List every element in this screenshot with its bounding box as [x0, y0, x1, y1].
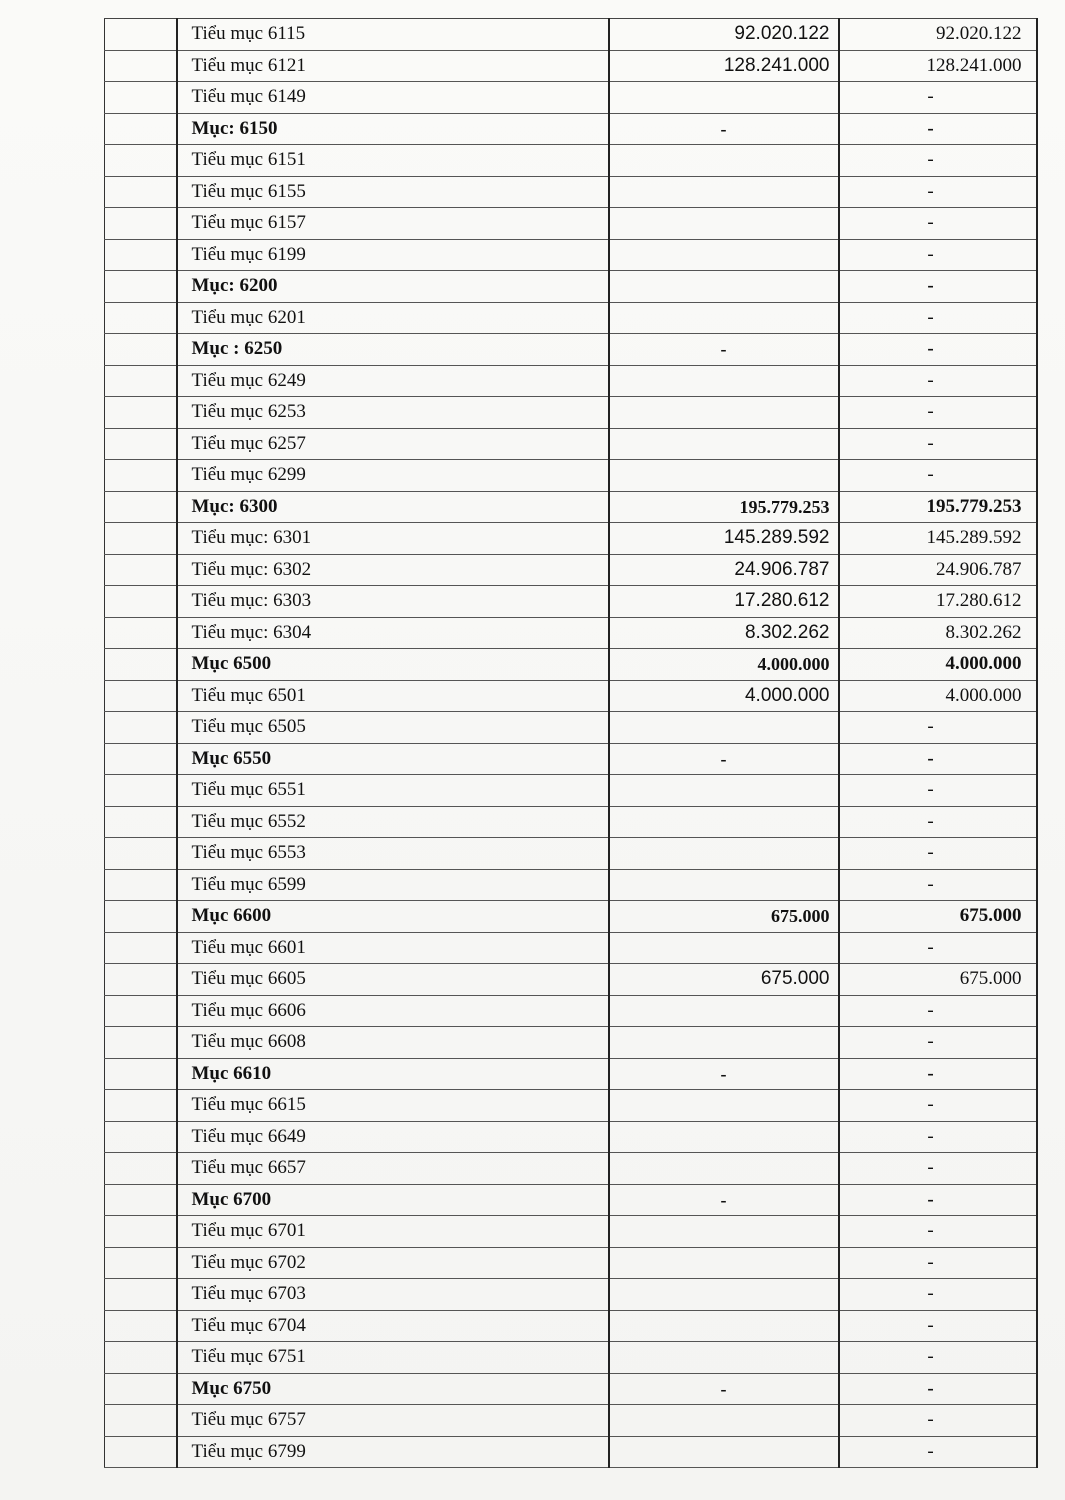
amount-cell-2: - — [839, 397, 1037, 429]
item-name-cell: Tiểu mục 6552 — [177, 806, 609, 838]
index-cell — [105, 964, 177, 996]
amount-cell-2: - — [839, 1058, 1037, 1090]
index-cell — [105, 1027, 177, 1059]
table-row — [105, 1247, 1037, 1279]
item-name-cell: Tiểu mục: 6303 — [177, 586, 609, 618]
amount-cell-1 — [609, 932, 839, 964]
section-row — [105, 491, 1037, 523]
table-row — [105, 1090, 1037, 1122]
item-name-cell: Tiểu mục 6157 — [177, 208, 609, 240]
item-name-cell: Tiểu mục 6121 — [177, 50, 609, 82]
item-name-cell: Mục 6600 — [177, 901, 609, 933]
amount-cell-2: 4.000.000 — [839, 680, 1037, 712]
budget-table-body — [105, 19, 1037, 1468]
index-cell — [105, 1279, 177, 1311]
table-row — [105, 1153, 1037, 1185]
item-name-cell: Mục 6550 — [177, 743, 609, 775]
index-cell — [105, 176, 177, 208]
item-name-cell: Mục : 6250 — [177, 334, 609, 366]
table-row — [105, 1279, 1037, 1311]
amount-cell-1: 675.000 — [609, 964, 839, 996]
amount-cell-1: 675.000 — [609, 901, 839, 933]
section-row — [105, 1184, 1037, 1216]
item-name-cell: Tiểu mục 6703 — [177, 1279, 609, 1311]
index-cell — [105, 838, 177, 870]
amount-cell-2: 17.280.612 — [839, 586, 1037, 618]
amount-cell-2: 92.020.122 — [839, 19, 1037, 51]
index-cell — [105, 901, 177, 933]
amount-cell-2: - — [839, 1153, 1037, 1185]
index-cell — [105, 208, 177, 240]
section-row — [105, 113, 1037, 145]
amount-cell-1 — [609, 1342, 839, 1374]
amount-cell-1: 24.906.787 — [609, 554, 839, 586]
index-cell — [105, 932, 177, 964]
amount-cell-1 — [609, 1027, 839, 1059]
item-name-cell: Mục: 6200 — [177, 271, 609, 303]
amount-cell-1 — [609, 1436, 839, 1468]
amount-cell-2: 24.906.787 — [839, 554, 1037, 586]
amount-cell-2: - — [839, 208, 1037, 240]
table-row — [105, 460, 1037, 492]
table-row — [105, 1405, 1037, 1437]
amount-cell-1 — [609, 428, 839, 460]
amount-cell-2: - — [839, 1184, 1037, 1216]
amount-cell-1 — [609, 775, 839, 807]
amount-cell-1 — [609, 271, 839, 303]
amount-cell-1 — [609, 1153, 839, 1185]
amount-cell-1 — [609, 1247, 839, 1279]
amount-cell-1 — [609, 1090, 839, 1122]
amount-cell-1: 4.000.000 — [609, 680, 839, 712]
item-name-cell: Tiểu mục 6155 — [177, 176, 609, 208]
amount-cell-2: - — [839, 1216, 1037, 1248]
item-name-cell: Tiểu mục 6149 — [177, 82, 609, 114]
amount-cell-2: - — [839, 1247, 1037, 1279]
index-cell — [105, 1216, 177, 1248]
section-row — [105, 743, 1037, 775]
amount-cell-2: 145.289.592 — [839, 523, 1037, 555]
item-name-cell: Mục: 6300 — [177, 491, 609, 523]
index-cell — [105, 460, 177, 492]
amount-cell-1: - — [609, 1373, 839, 1405]
amount-cell-1: - — [609, 113, 839, 145]
index-cell — [105, 1058, 177, 1090]
item-name-cell: Tiểu mục 6249 — [177, 365, 609, 397]
index-cell — [105, 1247, 177, 1279]
section-row — [105, 649, 1037, 681]
table-row — [105, 239, 1037, 271]
item-name-cell: Tiểu mục 6608 — [177, 1027, 609, 1059]
amount-cell-2: - — [839, 995, 1037, 1027]
table-row — [105, 1342, 1037, 1374]
table-row — [105, 82, 1037, 114]
table-row — [105, 428, 1037, 460]
amount-cell-2: - — [839, 775, 1037, 807]
item-name-cell: Tiểu mục 6606 — [177, 995, 609, 1027]
amount-cell-2: 675.000 — [839, 964, 1037, 996]
item-name-cell: Mục: 6150 — [177, 113, 609, 145]
amount-cell-1 — [609, 1279, 839, 1311]
index-cell — [105, 334, 177, 366]
table-row — [105, 617, 1037, 649]
table-row — [105, 397, 1037, 429]
item-name-cell: Mục 6750 — [177, 1373, 609, 1405]
amount-cell-2: - — [839, 460, 1037, 492]
index-cell — [105, 19, 177, 51]
item-name-cell: Tiểu mục 6299 — [177, 460, 609, 492]
amount-cell-1 — [609, 806, 839, 838]
item-name-cell: Mục 6610 — [177, 1058, 609, 1090]
amount-cell-1 — [609, 302, 839, 334]
table-row — [105, 806, 1037, 838]
index-cell — [105, 523, 177, 555]
item-name-cell: Tiểu mục 6757 — [177, 1405, 609, 1437]
item-name-cell: Tiểu mục 6605 — [177, 964, 609, 996]
amount-cell-1: - — [609, 1184, 839, 1216]
item-name-cell: Tiểu mục 6553 — [177, 838, 609, 870]
table-row — [105, 932, 1037, 964]
amount-cell-2: - — [839, 712, 1037, 744]
item-name-cell: Mục 6500 — [177, 649, 609, 681]
section-row — [105, 271, 1037, 303]
item-name-cell: Tiểu mục 6253 — [177, 397, 609, 429]
table-row — [105, 838, 1037, 870]
item-name-cell: Tiểu mục 6649 — [177, 1121, 609, 1153]
item-name-cell: Tiểu mục 6601 — [177, 932, 609, 964]
amount-cell-2: - — [839, 1027, 1037, 1059]
amount-cell-1 — [609, 838, 839, 870]
amount-cell-1: - — [609, 334, 839, 366]
amount-cell-2: - — [839, 869, 1037, 901]
index-cell — [105, 995, 177, 1027]
amount-cell-1 — [609, 397, 839, 429]
amount-cell-1: 128.241.000 — [609, 50, 839, 82]
amount-cell-1 — [609, 712, 839, 744]
amount-cell-2: - — [839, 1310, 1037, 1342]
amount-cell-1: 17.280.612 — [609, 586, 839, 618]
amount-cell-2: - — [839, 176, 1037, 208]
amount-cell-1 — [609, 1216, 839, 1248]
amount-cell-1: 4.000.000 — [609, 649, 839, 681]
amount-cell-2: - — [839, 1279, 1037, 1311]
table-row — [105, 964, 1037, 996]
amount-cell-2: - — [839, 1436, 1037, 1468]
index-cell — [105, 1342, 177, 1374]
table-row — [105, 365, 1037, 397]
table-row — [105, 1436, 1037, 1468]
item-name-cell: Tiểu mục 6799 — [177, 1436, 609, 1468]
amount-cell-2: - — [839, 1342, 1037, 1374]
index-cell — [105, 1184, 177, 1216]
amount-cell-1 — [609, 176, 839, 208]
amount-cell-1 — [609, 1310, 839, 1342]
table-row — [105, 1310, 1037, 1342]
item-name-cell: Tiểu mục 6599 — [177, 869, 609, 901]
amount-cell-2: - — [839, 838, 1037, 870]
amount-cell-2: - — [839, 1405, 1037, 1437]
amount-cell-1 — [609, 1405, 839, 1437]
amount-cell-2: - — [839, 1090, 1037, 1122]
index-cell — [105, 1436, 177, 1468]
table-row — [105, 1121, 1037, 1153]
amount-cell-2: - — [839, 806, 1037, 838]
amount-cell-2: 675.000 — [839, 901, 1037, 933]
amount-cell-1 — [609, 239, 839, 271]
index-cell — [105, 649, 177, 681]
index-cell — [105, 680, 177, 712]
table-row — [105, 995, 1037, 1027]
index-cell — [105, 1373, 177, 1405]
amount-cell-1: 92.020.122 — [609, 19, 839, 51]
amount-cell-2: - — [839, 239, 1037, 271]
amount-cell-1 — [609, 995, 839, 1027]
amount-cell-2: - — [839, 145, 1037, 177]
item-name-cell: Tiểu mục 6751 — [177, 1342, 609, 1374]
amount-cell-2: - — [839, 113, 1037, 145]
item-name-cell: Tiểu mục 6257 — [177, 428, 609, 460]
amount-cell-1: 145.289.592 — [609, 523, 839, 555]
item-name-cell: Tiểu mục: 6302 — [177, 554, 609, 586]
table-row — [105, 176, 1037, 208]
index-cell — [105, 712, 177, 744]
amount-cell-2: - — [839, 1121, 1037, 1153]
amount-cell-1 — [609, 208, 839, 240]
amount-cell-2: - — [839, 1373, 1037, 1405]
index-cell — [105, 1121, 177, 1153]
amount-cell-2: 8.302.262 — [839, 617, 1037, 649]
index-cell — [105, 113, 177, 145]
item-name-cell: Tiểu mục 6115 — [177, 19, 609, 51]
index-cell — [105, 428, 177, 460]
index-cell — [105, 617, 177, 649]
budget-table — [104, 18, 1038, 1468]
index-cell — [105, 302, 177, 334]
item-name-cell: Tiểu mục: 6301 — [177, 523, 609, 555]
index-cell — [105, 1405, 177, 1437]
index-cell — [105, 491, 177, 523]
section-row — [105, 1058, 1037, 1090]
table-row — [105, 869, 1037, 901]
amount-cell-1 — [609, 82, 839, 114]
amount-cell-1: - — [609, 743, 839, 775]
index-cell — [105, 1090, 177, 1122]
table-row — [105, 145, 1037, 177]
table-row — [105, 586, 1037, 618]
item-name-cell: Tiểu mục 6551 — [177, 775, 609, 807]
amount-cell-1: 8.302.262 — [609, 617, 839, 649]
index-cell — [105, 239, 177, 271]
table-row — [105, 208, 1037, 240]
amount-cell-1 — [609, 869, 839, 901]
amount-cell-2: - — [839, 334, 1037, 366]
item-name-cell: Tiểu mục 6201 — [177, 302, 609, 334]
item-name-cell: Tiểu mục: 6304 — [177, 617, 609, 649]
amount-cell-1: - — [609, 1058, 839, 1090]
amount-cell-2: - — [839, 365, 1037, 397]
section-row — [105, 1373, 1037, 1405]
table-row — [105, 302, 1037, 334]
amount-cell-2: - — [839, 302, 1037, 334]
index-cell — [105, 271, 177, 303]
index-cell — [105, 743, 177, 775]
index-cell — [105, 554, 177, 586]
amount-cell-2: - — [839, 428, 1037, 460]
table-row — [105, 554, 1037, 586]
index-cell — [105, 50, 177, 82]
index-cell — [105, 869, 177, 901]
amount-cell-2: - — [839, 82, 1037, 114]
index-cell — [105, 586, 177, 618]
index-cell — [105, 145, 177, 177]
amount-cell-2: 4.000.000 — [839, 649, 1037, 681]
item-name-cell: Tiểu mục 6702 — [177, 1247, 609, 1279]
amount-cell-2: 195.779.253 — [839, 491, 1037, 523]
amount-cell-1 — [609, 460, 839, 492]
item-name-cell: Tiểu mục 6505 — [177, 712, 609, 744]
section-row — [105, 334, 1037, 366]
amount-cell-2: - — [839, 271, 1037, 303]
table-row — [105, 1216, 1037, 1248]
table-row — [105, 523, 1037, 555]
index-cell — [105, 397, 177, 429]
section-row — [105, 901, 1037, 933]
item-name-cell: Tiểu mục 6657 — [177, 1153, 609, 1185]
item-name-cell: Tiểu mục 6151 — [177, 145, 609, 177]
item-name-cell: Mục 6700 — [177, 1184, 609, 1216]
item-name-cell: Tiểu mục 6701 — [177, 1216, 609, 1248]
item-name-cell: Tiểu mục 6199 — [177, 239, 609, 271]
table-row — [105, 19, 1037, 51]
amount-cell-2: - — [839, 932, 1037, 964]
index-cell — [105, 806, 177, 838]
index-cell — [105, 82, 177, 114]
table-row — [105, 50, 1037, 82]
table-row — [105, 712, 1037, 744]
item-name-cell: Tiểu mục 6501 — [177, 680, 609, 712]
table-row — [105, 680, 1037, 712]
amount-cell-2: 128.241.000 — [839, 50, 1037, 82]
item-name-cell: Tiểu mục 6615 — [177, 1090, 609, 1122]
table-row — [105, 775, 1037, 807]
table-row — [105, 1027, 1037, 1059]
amount-cell-1 — [609, 1121, 839, 1153]
amount-cell-1: 195.779.253 — [609, 491, 839, 523]
item-name-cell: Tiểu mục 6704 — [177, 1310, 609, 1342]
index-cell — [105, 775, 177, 807]
index-cell — [105, 365, 177, 397]
index-cell — [105, 1153, 177, 1185]
amount-cell-2: - — [839, 743, 1037, 775]
index-cell — [105, 1310, 177, 1342]
amount-cell-1 — [609, 145, 839, 177]
amount-cell-1 — [609, 365, 839, 397]
